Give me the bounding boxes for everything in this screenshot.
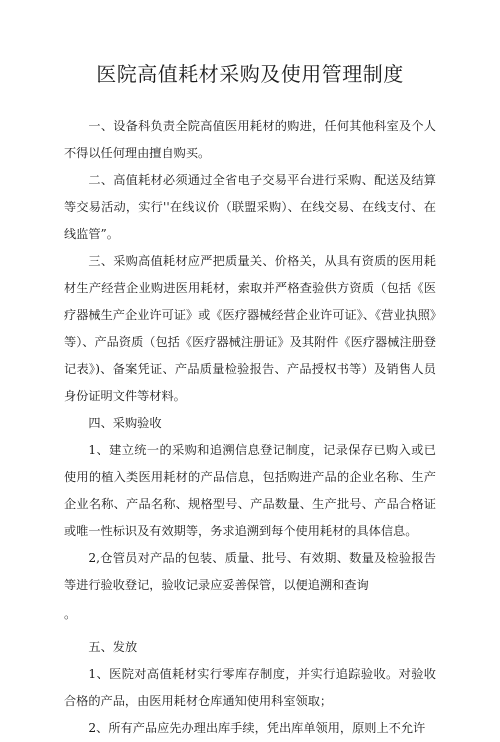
section-heading-issuance: 五、发放 <box>88 640 138 654</box>
paragraph-4-2: 2,仓管员对产品的包装、质量、批号、有效期、数量及检验报告等进行验收登记，验收记录应妥善保管，以便追溯和查询 <box>64 551 436 592</box>
paragraph-1: 一、设备科负责全院高值医用耗材的购进，任何其他科室及个人不得以任何理由擅自购买。 <box>64 119 436 160</box>
paragraph-4-1: 1、建立统一的采购和追溯信息登记制度，记录保存已购入或已使用的植入类医用耗材的产品信息，包括购进产品的企业名称、生产企业名称、产品名称、规格型号、产品数量、生产批号、产品合格证或唯一性标识及有效期等，务求追溯到每个使用耗材的具体信息。 <box>64 443 436 538</box>
paragraph-3: 三、采购高值耗材应严把质量关、价格关，从具有资质的医用耗材生产经营企业购进医用耗材，索取并严格查验供方资质（包括《医疗器械生产企业许可证》或《医疗器械经营企业许可证》、《营业执照》等）、产品资质（包括《医疗器械注册证》及其附件《医疗器械注册登记表》)、备案凭证、产品质量检验报告、产品授权书等）及销售人员身份证明文件等材料。 <box>64 254 436 403</box>
paragraph-5-2: 2、所有产品应先办理出库手续，凭出库单领用，原则上不允许 <box>88 721 426 735</box>
stray-period: 。 <box>64 607 77 621</box>
document-title: 医院高值耗材采购及使用管理制度 <box>96 62 404 86</box>
paragraph-2: 二、高值耗材必须通过全省电子交易平台进行采购、配送及结算等交易活动，实行''在线议价（联盟采购）、在线交易、在线支付、在线监管”。 <box>64 173 436 241</box>
section-heading-acceptance: 四、采购验收 <box>88 416 162 430</box>
paragraph-5-1: 1、医院对高值耗材实行零库存制度，并实行追踪验收。对验收合格的产品，由医用耗材仓库通知使用科室领取； <box>64 667 436 708</box>
